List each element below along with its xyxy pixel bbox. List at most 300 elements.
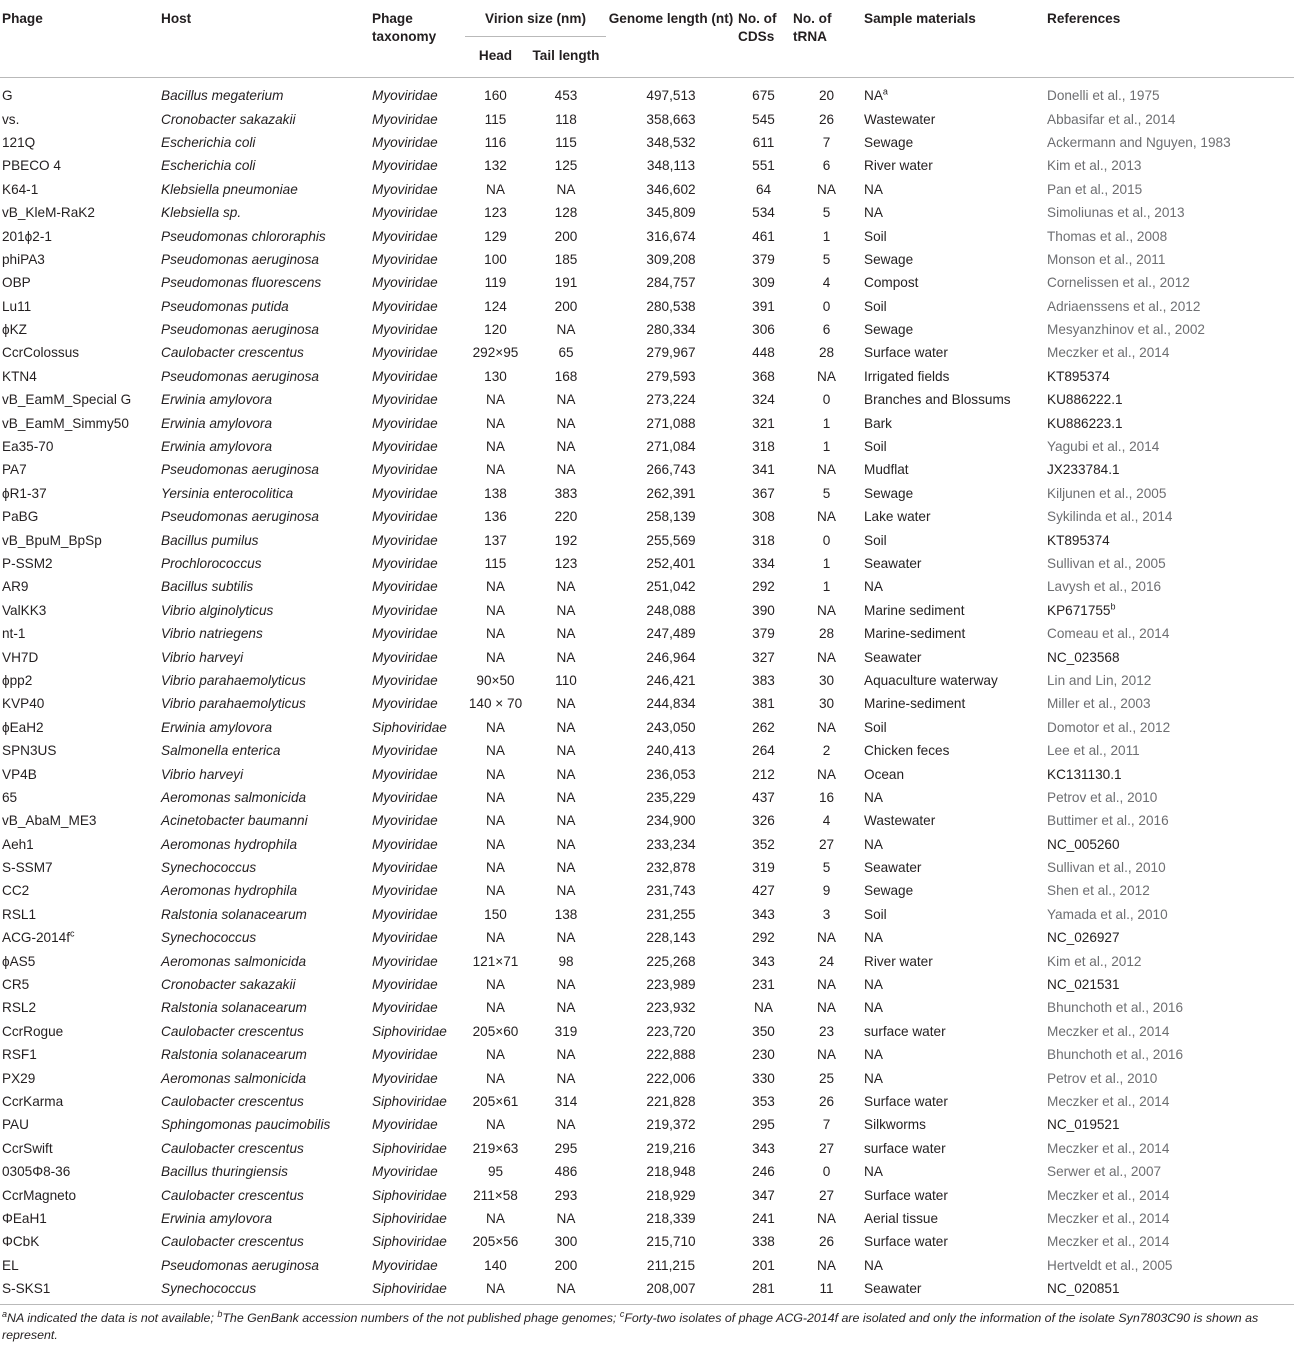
cell-reference: Kim et al., 2012 bbox=[1047, 953, 1142, 969]
cell-cds: 390 bbox=[752, 602, 775, 618]
cell-genome-length: 234,900 bbox=[646, 813, 696, 829]
cell-sample: Surface water bbox=[864, 1187, 948, 1203]
cell-tail-length: 314 bbox=[554, 1093, 578, 1109]
cell-host: Pseudomonas fluorescens bbox=[161, 275, 322, 291]
cell-head: 219×63 bbox=[472, 1140, 519, 1156]
cell-cds: 350 bbox=[752, 1023, 775, 1039]
cell-trna: NA bbox=[817, 1000, 836, 1016]
cell-taxonomy: Myoviridae bbox=[372, 1117, 438, 1133]
cell-reference: NC_005260 bbox=[1047, 836, 1120, 852]
cell-sample: NA bbox=[864, 930, 883, 946]
cell-taxonomy: Myoviridae bbox=[372, 813, 438, 829]
cell-reference: Lee et al., 2011 bbox=[1047, 743, 1140, 759]
cell-taxonomy: Myoviridae bbox=[372, 1164, 438, 1180]
cell-cds: 379 bbox=[752, 251, 775, 267]
cell-tail-length: NA bbox=[556, 743, 576, 759]
cell-sample: Sewage bbox=[864, 883, 914, 899]
cell-phage: vB_EamM_Special G bbox=[2, 392, 132, 408]
cell-trna: NA bbox=[817, 766, 836, 782]
cell-trna: NA bbox=[817, 181, 836, 197]
cell-genome-length: 271,084 bbox=[646, 439, 696, 455]
cell-genome-length: 252,401 bbox=[646, 556, 696, 571]
cell-host: Erwinia amylovora bbox=[161, 439, 273, 455]
cell-head: 150 bbox=[484, 906, 507, 922]
cell-phage: 65 bbox=[2, 789, 18, 805]
cell-taxonomy: Myoviridae bbox=[372, 649, 438, 665]
cell-phage: vB_BpuM_BpSp bbox=[2, 532, 102, 548]
cell-genome-length: 497,513 bbox=[646, 88, 696, 104]
cell-sample: Surface water bbox=[864, 1093, 948, 1109]
cell-host: Vibrio harveyi bbox=[161, 766, 244, 782]
cell-tail-length: NA bbox=[556, 462, 576, 478]
cell-trna: 0 bbox=[822, 1164, 831, 1180]
cell-taxonomy: Myoviridae bbox=[372, 485, 438, 501]
header-phage: Phage bbox=[2, 11, 43, 26]
cell-tail-length: 486 bbox=[554, 1164, 578, 1180]
cell-sample: NA bbox=[864, 1070, 883, 1086]
cell-reference: KP671755$^b$ bbox=[1047, 601, 1116, 618]
cell-genome-length: 280,538 bbox=[646, 298, 696, 314]
cell-trna: 30 bbox=[818, 672, 835, 688]
cell-reference: Meczker et al., 2014 bbox=[1047, 1187, 1170, 1203]
cell-genome-length: 248,088 bbox=[646, 602, 696, 618]
table-row bbox=[0, 341, 1294, 364]
cell-sample: Surface water bbox=[864, 345, 948, 361]
cell-genome-length: 345,809 bbox=[646, 205, 696, 221]
cell-tail-length: NA bbox=[556, 1117, 576, 1133]
cell-phage: vB_KleM-RaK2 bbox=[2, 205, 95, 221]
cell-head: NA bbox=[486, 766, 505, 782]
cell-cds: 330 bbox=[752, 1070, 775, 1086]
cell-cds: 324 bbox=[752, 392, 775, 408]
footnote-mark-b: b bbox=[217, 1309, 223, 1320]
cell-trna: 1 bbox=[822, 579, 831, 595]
cell-reference: Meczker et al., 2014 bbox=[1047, 345, 1170, 361]
cell-cds: 246 bbox=[752, 1164, 775, 1180]
cell-taxonomy: Myoviridae bbox=[372, 556, 438, 571]
cell-sample: River water bbox=[864, 953, 933, 969]
table-body bbox=[0, 78, 1294, 1305]
cell-host: Salmonella enterica bbox=[161, 743, 281, 759]
cell-taxonomy: Myoviridae bbox=[372, 251, 438, 267]
cell-host: Synechococcus bbox=[161, 1281, 257, 1297]
cell-cds: 292 bbox=[752, 579, 775, 595]
cell-cds: 338 bbox=[752, 1234, 775, 1250]
cell-host: Cronobacter sakazakii bbox=[161, 111, 296, 127]
cell-taxonomy: Siphoviridae bbox=[372, 719, 447, 735]
cell-phage: S-SSM7 bbox=[2, 860, 53, 876]
cell-cds: 306 bbox=[752, 322, 775, 338]
cell-head: NA bbox=[486, 626, 505, 642]
cell-reference: Comeau et al., 2014 bbox=[1047, 626, 1170, 642]
cell-phage: CC2 bbox=[2, 883, 30, 899]
cell-genome-length: 284,757 bbox=[646, 275, 696, 291]
cell-host: Caulobacter crescentus bbox=[161, 1093, 304, 1109]
cell-sample: Surface water bbox=[864, 1234, 948, 1250]
cell-cds: 343 bbox=[752, 953, 775, 969]
cell-genome-length: 222,006 bbox=[646, 1070, 696, 1086]
cell-trna: 3 bbox=[822, 906, 831, 922]
cell-trna: 5 bbox=[822, 860, 831, 876]
cell-tail-length: 138 bbox=[554, 906, 578, 922]
cell-trna: 1 bbox=[822, 556, 831, 571]
cell-genome-length: 273,224 bbox=[646, 392, 696, 408]
table-row bbox=[0, 833, 1294, 856]
cell-tail-length: NA bbox=[556, 1047, 576, 1063]
table-row bbox=[0, 1043, 1294, 1066]
cell-phage: Aeh1 bbox=[2, 836, 34, 852]
cell-cds: 292 bbox=[752, 930, 775, 946]
cell-genome-length: 208,007 bbox=[646, 1281, 696, 1297]
cell-genome-length: 231,743 bbox=[646, 883, 696, 899]
cell-head: 100 bbox=[484, 251, 507, 267]
cell-sample: NA bbox=[864, 205, 883, 221]
table-row bbox=[0, 809, 1294, 832]
cell-tail-length: 110 bbox=[555, 672, 577, 688]
cell-genome-length: 262,391 bbox=[646, 485, 696, 501]
header-cds: No. of CDSs bbox=[738, 11, 777, 44]
cell-reference: Kiljunen et al., 2005 bbox=[1047, 485, 1167, 501]
cell-sample: Marine sediment bbox=[864, 602, 965, 618]
cell-trna: 1 bbox=[822, 439, 831, 455]
cell-phage: ϕpp2 bbox=[2, 672, 33, 688]
cell-phage: VP4B bbox=[2, 766, 37, 782]
cell-head: 95 bbox=[487, 1164, 504, 1180]
cell-phage: KVP40 bbox=[2, 696, 45, 712]
cell-sample: Sewage bbox=[864, 134, 914, 150]
cell-reference: Bhunchoth et al., 2016 bbox=[1047, 1000, 1184, 1016]
cell-taxonomy: Myoviridae bbox=[372, 602, 438, 618]
cell-phage: PX29 bbox=[2, 1070, 36, 1086]
cell-taxonomy: Myoviridae bbox=[372, 392, 438, 408]
cell-phage: vB_EamM_Simmy50 bbox=[2, 415, 129, 431]
cell-host: Pseudomonas putida bbox=[161, 298, 289, 314]
cell-taxonomy: Siphoviridae bbox=[372, 1140, 447, 1156]
cell-head: 211×58 bbox=[473, 1187, 518, 1203]
cell-head: 292×95 bbox=[472, 345, 519, 361]
cell-tail-length: NA bbox=[556, 789, 576, 805]
cell-tail-length: 383 bbox=[554, 485, 578, 501]
cell-cds: 326 bbox=[752, 813, 775, 829]
cell-phage: RSL2 bbox=[2, 1000, 37, 1016]
footnote-c-text: Forty-two isolates of phage ACG-2014f are isolated and only the information of the isolate Syn7803C90 is shown as represent. bbox=[2, 1311, 1259, 1343]
cell-reference: NC_019521 bbox=[1047, 1117, 1120, 1133]
cell-tail-length: 200 bbox=[554, 298, 578, 314]
cell-head: NA bbox=[486, 860, 505, 876]
table-footnote bbox=[0, 1305, 1292, 1344]
cell-host: Caulobacter crescentus bbox=[161, 1140, 304, 1156]
cell-sample: Irrigated fields bbox=[864, 368, 950, 384]
cell-sample: NA bbox=[864, 579, 883, 595]
cell-genome-length: 233,234 bbox=[646, 836, 696, 852]
cell-head: NA bbox=[486, 649, 505, 665]
cell-reference: Sullivan et al., 2005 bbox=[1047, 556, 1166, 571]
cell-trna: 1 bbox=[822, 415, 831, 431]
cell-host: Pseudomonas aeruginosa bbox=[161, 1257, 319, 1273]
cell-head: 129 bbox=[484, 228, 507, 244]
cell-reference: Bhunchoth et al., 2016 bbox=[1047, 1047, 1184, 1063]
cell-reference: Buttimer et al., 2016 bbox=[1047, 813, 1169, 829]
cell-head: NA bbox=[486, 789, 505, 805]
cell-reference: NC_026927 bbox=[1047, 930, 1120, 946]
cell-cds: 319 bbox=[752, 860, 775, 876]
cell-sample: Soil bbox=[864, 906, 887, 922]
cell-cds: 534 bbox=[752, 205, 775, 221]
cell-genome-length: 358,663 bbox=[646, 111, 696, 127]
table-row bbox=[0, 201, 1294, 224]
cell-cds: 427 bbox=[752, 883, 775, 899]
cell-taxonomy: Myoviridae bbox=[372, 532, 438, 548]
cell-trna: NA bbox=[817, 462, 836, 478]
cell-host: Synechococcus bbox=[161, 860, 257, 876]
cell-cds: 341 bbox=[752, 462, 775, 478]
cell-sample: NA bbox=[864, 1257, 883, 1273]
cell-tail-length: NA bbox=[556, 719, 576, 735]
cell-phage: PaBG bbox=[2, 509, 39, 525]
cell-phage: ϕR1-37 bbox=[2, 485, 47, 501]
cell-phage: PAU bbox=[2, 1117, 29, 1133]
cell-tail-length: 192 bbox=[554, 532, 578, 548]
cell-tail-length: NA bbox=[556, 977, 576, 993]
cell-trna: NA bbox=[817, 509, 836, 525]
cell-phage: S-SKS1 bbox=[2, 1281, 51, 1297]
cell-tail-length: 168 bbox=[554, 368, 578, 384]
cell-genome-length: 279,593 bbox=[646, 368, 696, 384]
table-row bbox=[0, 1090, 1294, 1113]
cell-sample: Soil bbox=[864, 298, 887, 314]
table-row bbox=[0, 1277, 1294, 1304]
cell-genome-length: 219,216 bbox=[646, 1140, 696, 1156]
cell-cds: 379 bbox=[752, 626, 775, 642]
cell-host: Pseudomonas aeruginosa bbox=[161, 509, 319, 525]
cell-head: NA bbox=[486, 813, 505, 829]
cell-host: Caulobacter crescentus bbox=[161, 1234, 304, 1250]
cell-sample: Seawater bbox=[864, 1281, 922, 1297]
cell-trna: 26 bbox=[818, 111, 835, 127]
cell-taxonomy: Myoviridae bbox=[372, 228, 438, 244]
cell-genome-length: 348,113 bbox=[646, 158, 696, 174]
cell-head: NA bbox=[486, 1210, 505, 1226]
cell-trna: 6 bbox=[822, 158, 831, 174]
cell-cds: 241 bbox=[752, 1210, 775, 1226]
cell-trna: 5 bbox=[822, 251, 831, 267]
cell-trna: 23 bbox=[818, 1023, 835, 1039]
cell-head: 121×71 bbox=[472, 953, 519, 969]
cell-tail-length: NA bbox=[556, 181, 576, 197]
table-row bbox=[0, 318, 1294, 341]
cell-head: 137 bbox=[484, 532, 507, 548]
cell-host: Vibrio natriegens bbox=[161, 626, 263, 642]
cell-tail-length: 200 bbox=[554, 1257, 578, 1273]
cell-host: Escherichia coli bbox=[161, 158, 256, 174]
cell-genome-length: 211,215 bbox=[646, 1257, 696, 1273]
cell-tail-length: 300 bbox=[554, 1234, 578, 1250]
cell-trna: 9 bbox=[822, 883, 831, 899]
cell-reference: Meczker et al., 2014 bbox=[1047, 1234, 1170, 1250]
cell-trna: 25 bbox=[818, 1070, 835, 1086]
table-row bbox=[0, 271, 1294, 294]
cell-tail-length: NA bbox=[556, 1000, 576, 1016]
cell-taxonomy: Myoviridae bbox=[372, 743, 438, 759]
cell-genome-length: 223,720 bbox=[646, 1023, 696, 1039]
cell-sample: NA bbox=[864, 1047, 883, 1063]
cell-sample: Soil bbox=[864, 228, 887, 244]
cell-tail-length: NA bbox=[556, 649, 576, 665]
cell-sample: NA bbox=[864, 836, 883, 852]
cell-host: Pseudomonas aeruginosa bbox=[161, 322, 319, 338]
cell-head: NA bbox=[486, 1000, 505, 1016]
cell-taxonomy: Myoviridae bbox=[372, 672, 438, 688]
cell-tail-length: NA bbox=[556, 696, 576, 712]
cell-trna: NA bbox=[817, 602, 836, 618]
cell-tail-length: NA bbox=[556, 1210, 576, 1226]
cell-phage: CR5 bbox=[2, 977, 30, 993]
cell-sample: NA bbox=[864, 977, 883, 993]
cell-cds: 321 bbox=[752, 415, 775, 431]
cell-tail-length: 293 bbox=[554, 1187, 578, 1203]
cell-reference: NC_023568 bbox=[1047, 649, 1120, 665]
table-row bbox=[0, 224, 1294, 247]
cell-trna: NA bbox=[817, 1210, 836, 1226]
cell-reference: Adriaenssens et al., 2012 bbox=[1047, 298, 1201, 314]
cell-cds: 353 bbox=[752, 1093, 775, 1109]
table-row bbox=[0, 1160, 1294, 1183]
cell-head: NA bbox=[486, 415, 505, 431]
cell-phage: VH7D bbox=[2, 649, 39, 665]
cell-phage: nt-1 bbox=[2, 626, 26, 642]
cell-cds: 308 bbox=[752, 509, 775, 525]
cell-cds: 318 bbox=[752, 532, 775, 548]
cell-genome-length: 280,334 bbox=[646, 322, 696, 338]
table-row bbox=[0, 996, 1294, 1019]
cell-reference: Sykilinda et al., 2014 bbox=[1047, 509, 1173, 525]
header-genome-length: Genome length (nt) bbox=[608, 11, 734, 26]
cell-genome-length: 240,413 bbox=[646, 743, 696, 759]
cell-head: 120 bbox=[484, 322, 507, 338]
cell-reference: KU886223.1 bbox=[1047, 415, 1123, 431]
cell-host: Pseudomonas aeruginosa bbox=[161, 251, 319, 267]
cell-phage: CcrMagneto bbox=[2, 1187, 77, 1203]
cell-cds: 64 bbox=[755, 181, 772, 197]
cell-genome-length: 219,372 bbox=[646, 1117, 696, 1133]
cell-genome-length: 223,932 bbox=[646, 1000, 696, 1016]
table-row bbox=[0, 154, 1294, 177]
cell-reference: KT895374 bbox=[1047, 368, 1110, 384]
cell-head: 132 bbox=[484, 158, 507, 174]
cell-phage: ϕAS5 bbox=[2, 953, 36, 969]
cell-trna: 26 bbox=[818, 1234, 835, 1250]
cell-host: Ralstonia solanacearum bbox=[161, 1047, 307, 1063]
cell-cds: 212 bbox=[752, 766, 775, 782]
cell-reference: Yamada et al., 2010 bbox=[1047, 906, 1168, 922]
cell-tail-length: 65 bbox=[558, 345, 574, 361]
cell-taxonomy: Myoviridae bbox=[372, 134, 438, 150]
cell-trna: 1 bbox=[822, 228, 831, 244]
header-head: Head bbox=[478, 48, 513, 63]
cell-taxonomy: Myoviridae bbox=[372, 298, 438, 314]
table-row bbox=[0, 505, 1294, 528]
cell-host: Prochlorococcus bbox=[161, 556, 262, 571]
cell-cds: 318 bbox=[752, 439, 775, 455]
cell-head: 205×56 bbox=[472, 1234, 519, 1250]
cell-tail-length: NA bbox=[556, 883, 576, 899]
cell-head: 115 bbox=[484, 556, 507, 571]
cell-taxonomy: Myoviridae bbox=[372, 415, 438, 431]
cell-reference: Cornelissen et al., 2012 bbox=[1047, 275, 1190, 291]
cell-phage: CcrKarma bbox=[2, 1093, 64, 1109]
cell-trna: 0 bbox=[822, 392, 831, 408]
cell-reference: KU886222.1 bbox=[1047, 392, 1123, 408]
cell-cds: 231 bbox=[752, 977, 775, 993]
cell-sample: NA bbox=[864, 1164, 883, 1180]
cell-taxonomy: Siphoviridae bbox=[372, 1281, 447, 1297]
table-row bbox=[0, 482, 1294, 505]
footnote-mark-c: c bbox=[619, 1309, 625, 1320]
cell-taxonomy: Myoviridae bbox=[372, 1257, 438, 1273]
header-virion-size: Virion size (nm) bbox=[465, 0, 606, 37]
cell-reference: Domotor et al., 2012 bbox=[1047, 719, 1171, 735]
cell-head: NA bbox=[486, 883, 505, 899]
cell-sample: Compost bbox=[864, 275, 919, 291]
header-taxonomy: Phage taxonomy bbox=[372, 11, 437, 44]
cell-tail-length: NA bbox=[556, 1070, 576, 1086]
cell-cds: 347 bbox=[752, 1187, 775, 1203]
cell-genome-length: 346,602 bbox=[646, 181, 696, 197]
cell-sample: NA bbox=[864, 1000, 883, 1016]
cell-reference: Lin and Lin, 2012 bbox=[1047, 672, 1152, 688]
cell-sample: Seawater bbox=[864, 860, 922, 876]
cell-phage: 201ϕ2-1 bbox=[2, 228, 52, 244]
cell-cds: 343 bbox=[752, 906, 775, 922]
cell-sample: Lake water bbox=[864, 509, 931, 525]
cell-taxonomy: Myoviridae bbox=[372, 953, 438, 969]
table-row bbox=[0, 458, 1294, 481]
cell-genome-length: 232,878 bbox=[646, 860, 696, 876]
cell-head: 119 bbox=[484, 275, 507, 291]
cell-trna: 26 bbox=[818, 1093, 835, 1109]
cell-sample: NA bbox=[864, 789, 883, 805]
table-row bbox=[0, 1254, 1294, 1277]
cell-head: 138 bbox=[484, 485, 507, 501]
cell-genome-length: 348,532 bbox=[646, 134, 696, 150]
table-row bbox=[0, 78, 1294, 108]
cell-trna: 6 bbox=[822, 322, 831, 338]
cell-tail-length: 319 bbox=[554, 1023, 578, 1039]
cell-trna: 5 bbox=[822, 205, 831, 221]
cell-taxonomy: Myoviridae bbox=[372, 181, 438, 197]
cell-taxonomy: Myoviridae bbox=[372, 579, 438, 595]
cell-sample: Mudflat bbox=[864, 462, 909, 478]
cell-cds: 545 bbox=[752, 111, 775, 127]
cell-tail-length: 220 bbox=[554, 509, 578, 525]
cell-reference: Shen et al., 2012 bbox=[1047, 883, 1150, 899]
cell-phage: RSL1 bbox=[2, 906, 37, 922]
cell-trna: 2 bbox=[822, 743, 831, 759]
table-row bbox=[0, 365, 1294, 388]
cell-head: NA bbox=[486, 392, 505, 408]
cell-cds: 281 bbox=[752, 1281, 775, 1297]
cell-genome-length: 271,088 bbox=[646, 415, 696, 431]
cell-host: Erwinia amylovora bbox=[161, 719, 273, 735]
cell-sample: Bark bbox=[864, 415, 892, 431]
cell-phage: EL bbox=[2, 1257, 19, 1273]
cell-tail-length: NA bbox=[556, 766, 576, 782]
cell-taxonomy: Myoviridae bbox=[372, 275, 438, 291]
cell-sample: Sewage bbox=[864, 251, 914, 267]
cell-trna: NA bbox=[817, 649, 836, 665]
cell-tail-length: NA bbox=[556, 322, 576, 338]
cell-taxonomy: Myoviridae bbox=[372, 883, 438, 899]
